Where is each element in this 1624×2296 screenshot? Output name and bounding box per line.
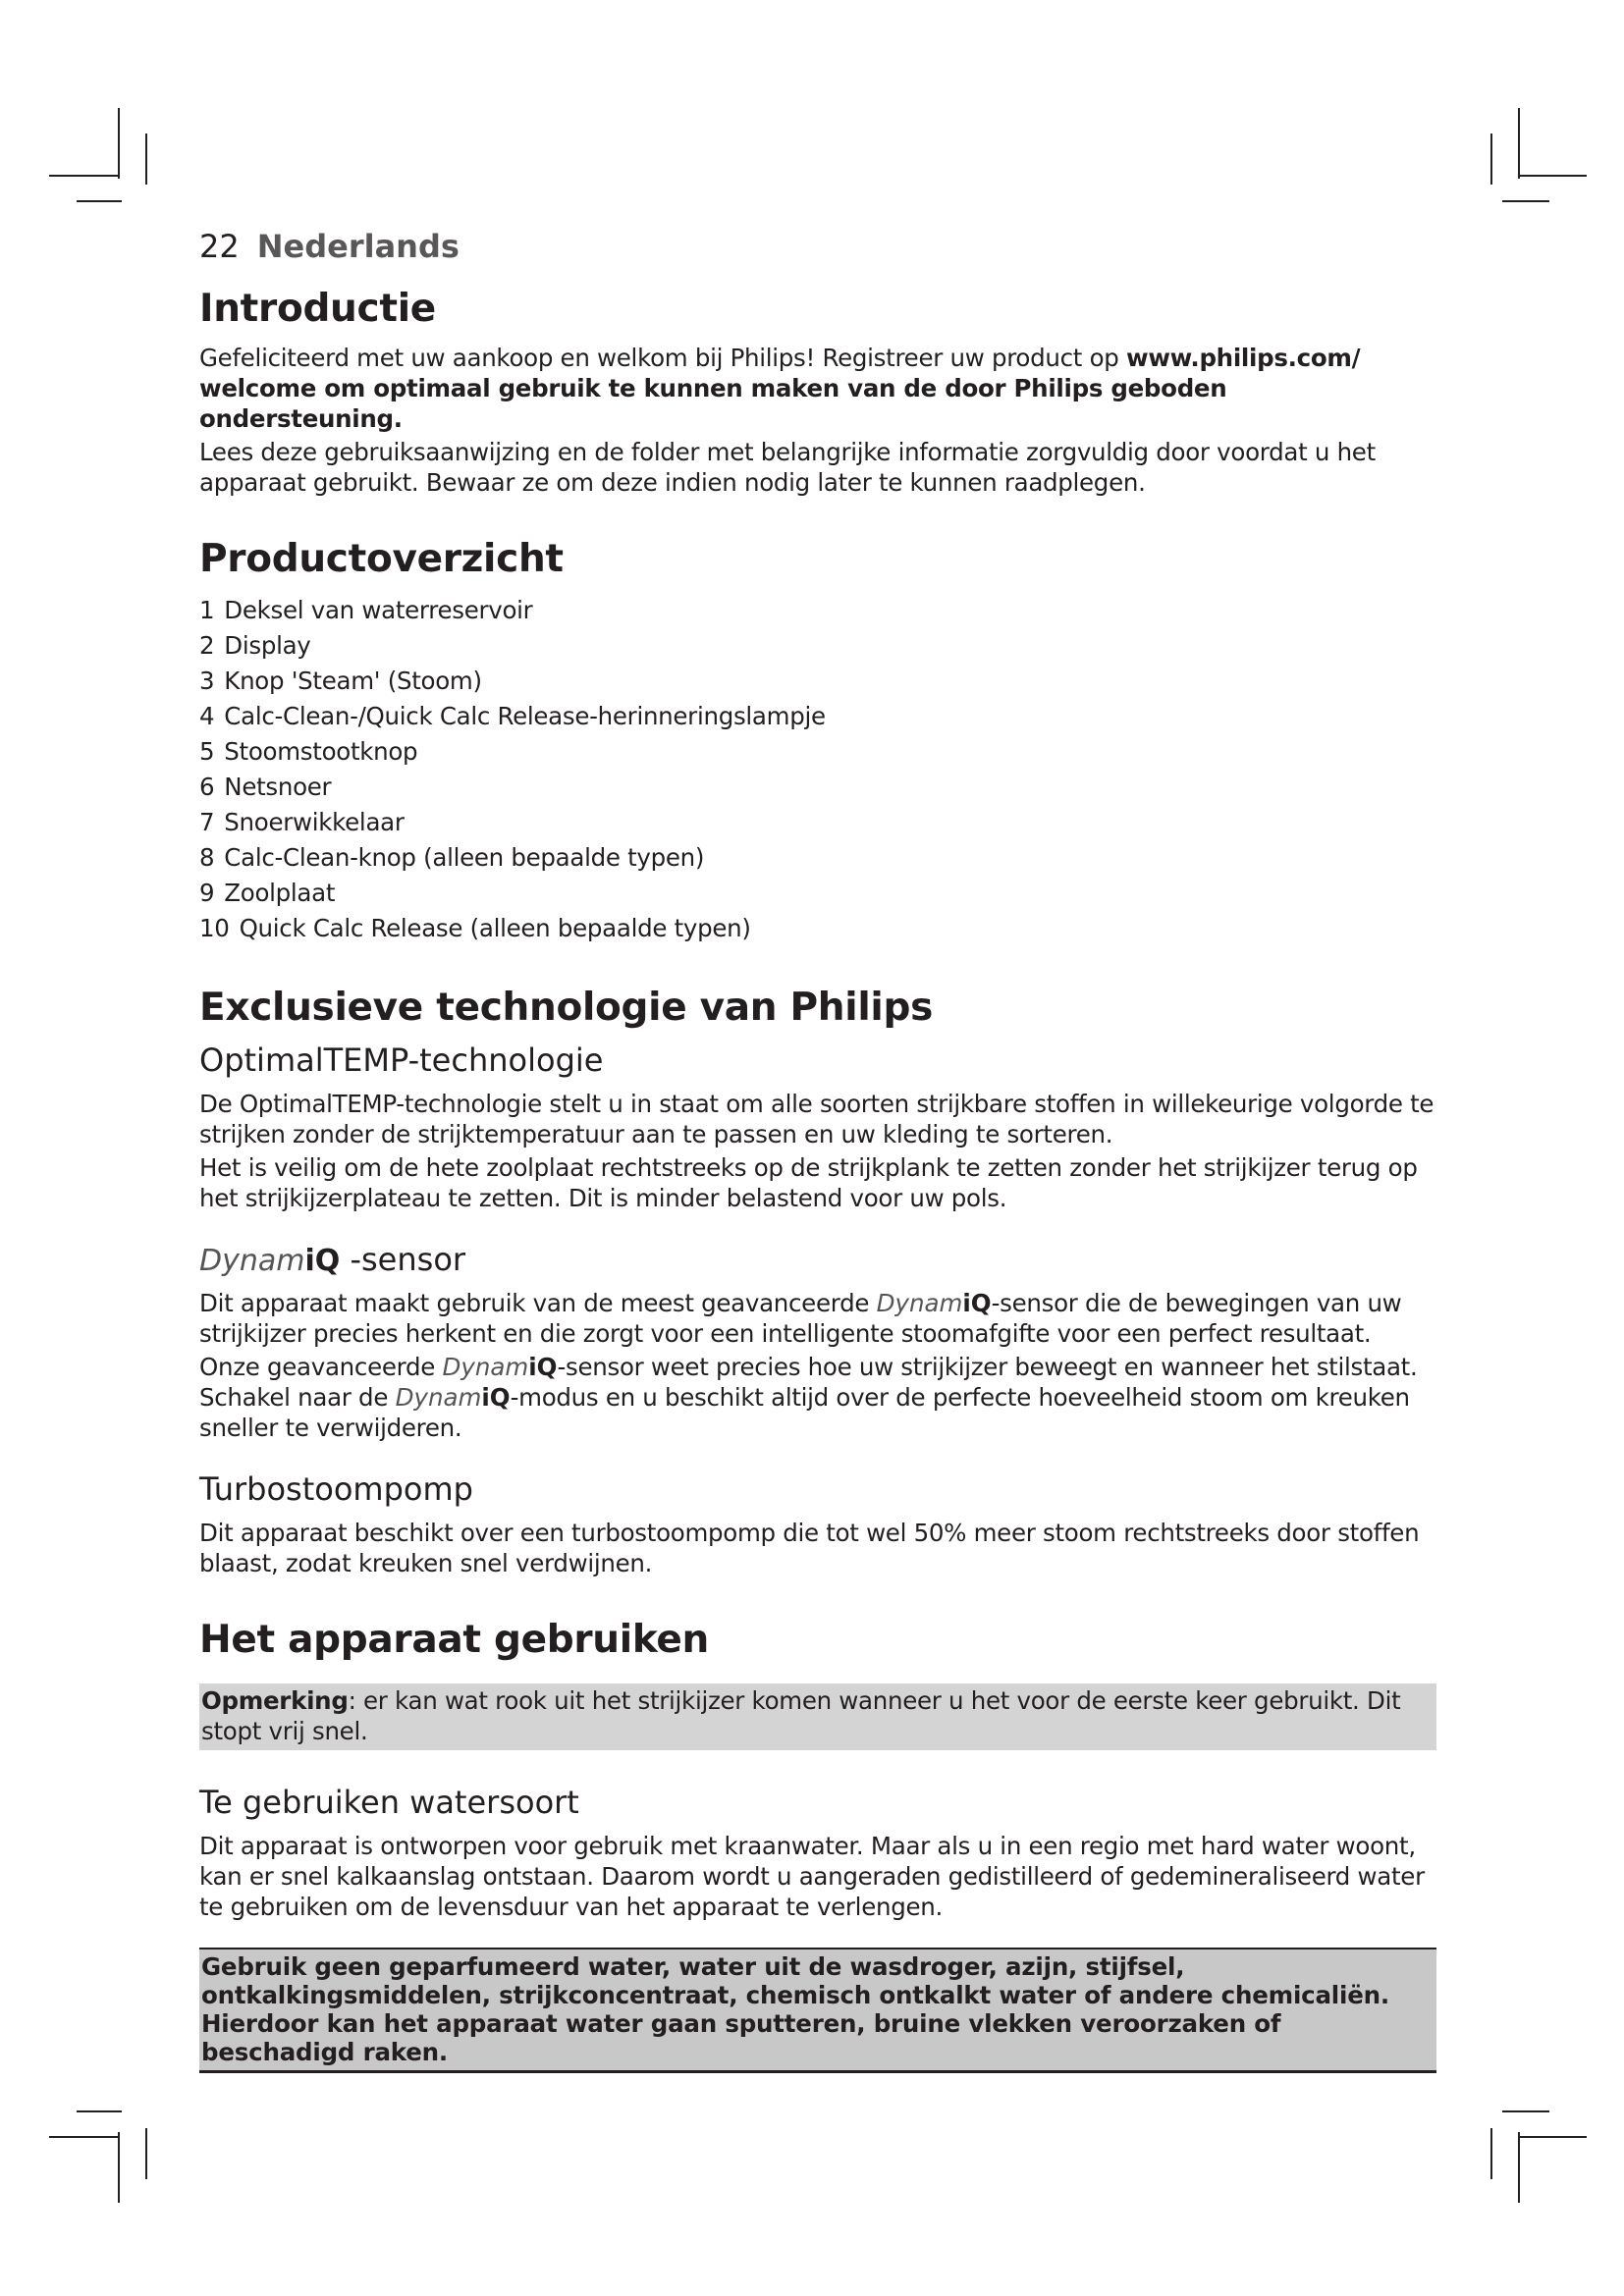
water-paragraph: Dit apparaat is ontworpen voor gebruik met kraanwater. Maar als u in een regio met hard water woont, kan er snel kalkaanslag ontstaan. Daarom wordt u aangeraden gedistilleerd of gedemineraliseerd water te gebruiken om de levensduur van het apparaat te verlengen. <box>199 1832 1425 1921</box>
dynamiq-logo: DynamiQ <box>199 1244 341 1278</box>
list-item: 4 Calc-Clean-/Quick Calc Release-herinneringslampje <box>199 702 826 730</box>
dynamiq-logo: DynamiQ <box>876 1289 992 1317</box>
turbo-subsection <box>199 1470 1436 1578</box>
technology-heading: Exclusieve technologie van Philips <box>199 986 934 1030</box>
technology-section <box>199 986 1436 1578</box>
turbo-heading: Turbostoompomp <box>199 1470 473 1508</box>
manual-page <box>199 228 1436 2073</box>
parts-list <box>199 593 1436 946</box>
philips-website: www.philips.com/ welcome om optimaal gebruik te kunnen maken van de door Philips geboden ondersteuning. <box>199 344 1361 433</box>
optimaltemp-subsection <box>199 1041 1436 1213</box>
turbo-paragraph: Dit apparaat beschikt over een turbostoompomp die tot wel 50% meer stoom rechtstreeks door stoffen blaast, zodat kreuken snel verdwijnen. <box>199 1519 1420 1577</box>
note-label: Opmerking <box>201 1686 349 1715</box>
intro-paragraph-2: Lees deze gebruiksaanwijzing en de folder met belangrijke informatie zorgvuldig door voordat u het apparaat gebruikt. Bewaar ze om deze indien nodig later te kunnen raadplegen. <box>199 438 1376 497</box>
dynamiq-logo: DynamiQ <box>442 1353 558 1381</box>
list-item: 10 Quick Calc Release (alleen bepaalde typen) <box>199 914 751 942</box>
dynamiq-paragraph-2: Onze geavanceerde DynamiQ-sensor weet precies hoe uw strijkijzer beweegt en wanneer het stilstaat. Schakel naar de DynamiQ-modus en u beschikt altijd over de perfecte hoeveelheid stoom om kreuken sneller te verwijderen. <box>199 1353 1418 1442</box>
list-item: 1 Deksel van waterreservoir <box>199 596 533 624</box>
dynamiq-heading: DynamiQ -sensor <box>199 1241 466 1278</box>
optimaltemp-paragraph-2: Het is veilig om de hete zoolplaat rechtstreeks op de strijkplank te zetten zonder het strijkijzer terug op het strijkijzerplateau te zetten. Dit is minder belastend voor uw pols. <box>199 1153 1418 1212</box>
list-item: 9 Zoolplaat <box>199 879 336 907</box>
dynamiq-paragraph-1: Dit apparaat maakt gebruik van de meest geavanceerde DynamiQ-sensor die de bewegingen van uw strijkijzer precies herkent en die zorgt voor een intelligente stoomafgifte voor een perfect resultaat. <box>199 1289 1402 1348</box>
page-number: 22 <box>199 228 240 265</box>
overview-section <box>199 537 1436 946</box>
water-heading: Te gebruiken watersoort <box>199 1784 579 1821</box>
optimaltemp-heading: OptimalTEMP-technologie <box>199 1041 604 1079</box>
usage-section <box>199 1618 1436 2073</box>
warning-box <box>199 1948 1436 2073</box>
intro-paragraph-1: Gefeliciteerd met uw aankoop en welkom bij Philips! Registreer uw product op www.philips.com/ welcome om optimaal gebruik te kunnen maken van de door Philips geboden ondersteuning. <box>199 344 1361 433</box>
list-item: 2 Display <box>199 631 311 660</box>
warning-text: Gebruik geen geparfumeerd water, water uit de wasdroger, azijn, stijfsel, ontkalkingsmiddelen, strijkconcentraat, chemisch ontkalkt water of andere chemicaliën. Hierdoor kan het apparaat water gaan sputteren, bruine vlekken veroorzaken of beschadigd raken. <box>201 1952 1389 2066</box>
list-item: 7 Snoerwikkelaar <box>199 808 405 836</box>
usage-heading: Het apparaat gebruiken <box>199 1618 710 1662</box>
page-language: Nederlands <box>256 228 460 265</box>
page-header <box>199 228 1436 265</box>
list-item: 3 Knop 'Steam' (Stoom) <box>199 667 482 695</box>
note-text: : er kan wat rook uit het strijkijzer komen wanneer u het voor de eerste keer gebruikt. Dit stopt vrij snel. <box>201 1686 1401 1745</box>
list-item: 8 Calc-Clean-knop (alleen bepaalde typen) <box>199 843 705 872</box>
note-box <box>199 1683 1436 1750</box>
intro-heading: Introductie <box>199 287 436 331</box>
list-item: 6 Netsnoer <box>199 773 332 801</box>
dynamiq-subsection <box>199 1241 1436 1443</box>
dynamiq-logo: DynamiQ <box>395 1383 511 1412</box>
overview-heading: Productoverzicht <box>199 537 564 581</box>
intro-section <box>199 287 1436 498</box>
list-item: 5 Stoomstootknop <box>199 737 418 766</box>
optimaltemp-paragraph-1: De OptimalTEMP-technologie stelt u in staat om alle soorten strijkbare stoffen in willekeurige volgorde te strijken zonder de strijktemperatuur aan te passen en uw kleding te sorteren. <box>199 1090 1435 1148</box>
